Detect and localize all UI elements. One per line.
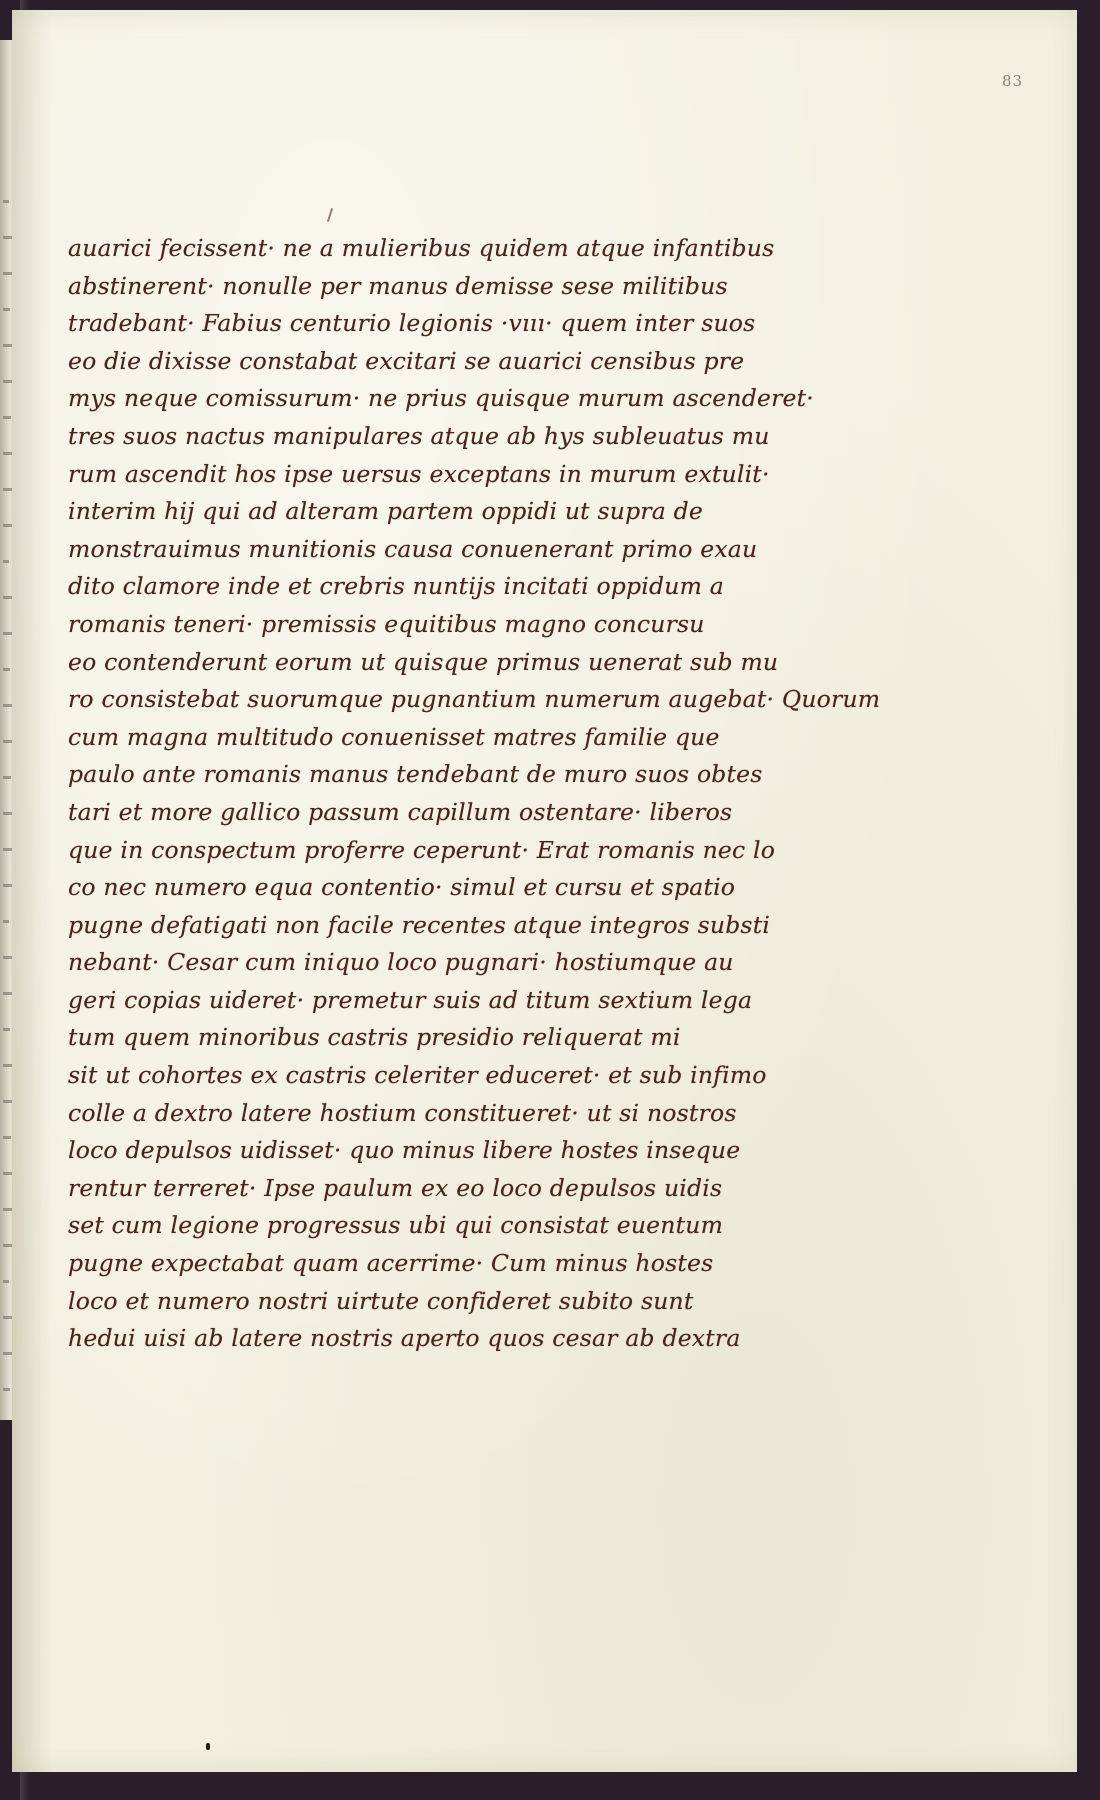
adjacent-page-text-fragment <box>3 416 11 419</box>
manuscript-line: geri copias uideret· premetur suis ad titum sextium lega <box>68 985 753 1014</box>
manuscript-line: rentur terreret· Ipse paulum ex eo loco depulsos uidis <box>68 1173 723 1202</box>
manuscript-line: tari et more gallico passum capillum ostentare· liberos <box>68 797 733 826</box>
adjacent-page-text-fragment <box>3 1388 10 1391</box>
manuscript-line: ro consistebat suorumque pugnantium numerum augebat· Quorum <box>68 685 881 714</box>
manuscript-line: dito clamore inde et crebris nuntijs incitati oppidum a <box>68 572 724 601</box>
manuscript-line: set cum legione progressus ubi qui consistat euentum <box>68 1211 724 1240</box>
adjacent-page-text-fragment <box>3 668 10 671</box>
adjacent-page-text-fragment <box>3 1028 10 1031</box>
adjacent-page-text-fragment <box>3 1244 12 1247</box>
manuscript-line: que in conspectum proferre ceperunt· Erat romanis nec lo <box>68 835 776 864</box>
adjacent-page-text-fragment <box>3 1280 9 1283</box>
scan-background-edge <box>1077 0 1100 1800</box>
adjacent-page-text-fragment <box>3 1136 11 1139</box>
manuscript-line: monstrauimus munitionis causa conuenerant primo exau <box>68 534 758 563</box>
manuscript-line: romanis teneri· premissis equitibus magno concursu <box>68 609 705 638</box>
manuscript-line: eo contenderunt eorum ut quisque primus uenerat sub mu <box>68 647 779 676</box>
manuscript-line: hedui uisi ab latere nostris aperto quos cesar ab dextra <box>68 1324 741 1353</box>
manuscript-line: sit ut cohortes ex castris celeriter educeret· et sub infimo <box>68 1061 767 1090</box>
manuscript-line: tradebant· Fabius centurio legionis ·vııı· quem inter suos <box>68 309 756 338</box>
folio-number: 83 <box>1002 72 1024 90</box>
manuscript-line: interim hij qui ad alteram partem oppidi ut supra de <box>68 497 703 526</box>
manuscript-line: rum ascendit hos ipse uersus exceptans in murum extulit· <box>68 459 770 488</box>
adjacent-page-text-fragment <box>3 200 9 203</box>
pen-stroke-mark <box>327 208 333 222</box>
adjacent-page-text-fragment <box>3 920 9 923</box>
manuscript-line: co nec numero equa contentio· simul et cursu et spatio <box>68 873 736 902</box>
manuscript-line: tres suos nactus manipulares atque ab hys subleuatus mu <box>68 421 770 450</box>
manuscript-line: eo die dixisse constabat excitari se auarici censibus pre <box>68 346 745 375</box>
manuscript-line: cum magna multitudo conuenisset matres familie que <box>68 722 720 751</box>
adjacent-page-text-fragment <box>3 776 11 779</box>
manuscript-line: tum quem minoribus castris presidio reliquerat mi <box>68 1023 681 1052</box>
manuscript-line: colle a dextro latere hostium constitueret· ut si nostros <box>68 1098 737 1127</box>
manuscript-line: nebant· Cesar cum iniquo loco pugnari· hostiumque au <box>68 948 734 977</box>
adjacent-page-text-fragment <box>3 308 10 311</box>
adjacent-page-text-fragment <box>3 884 12 887</box>
manuscript-line: auarici fecissent· ne a mulieribus quidem atque infantibus <box>68 234 775 262</box>
manuscript-page <box>12 10 1079 1772</box>
manuscript-line: abstinerent· nonulle per manus demisse sese militibus <box>68 271 728 300</box>
manuscript-line: mys neque comissurum· ne prius quisque murum ascenderet· <box>68 384 814 413</box>
adjacent-page-text-fragment <box>3 524 12 527</box>
text-block <box>68 230 881 1358</box>
ink-dot <box>206 1743 210 1750</box>
manuscript-line: paulo ante romanis manus tendebant de muro suos obtes <box>68 760 763 789</box>
manuscript-line: loco depulsos uidisset· quo minus libere hostes inseque <box>68 1136 741 1165</box>
manuscript-line: pugne expectabat quam acerrime· Cum minus hostes <box>68 1249 714 1278</box>
manuscript-line: loco et numero nostri uirtute confideret subito sunt <box>68 1286 694 1315</box>
manuscript-line: pugne defatigati non facile recentes atque integros substi <box>68 910 771 939</box>
adjacent-page-text-fragment <box>3 560 9 563</box>
